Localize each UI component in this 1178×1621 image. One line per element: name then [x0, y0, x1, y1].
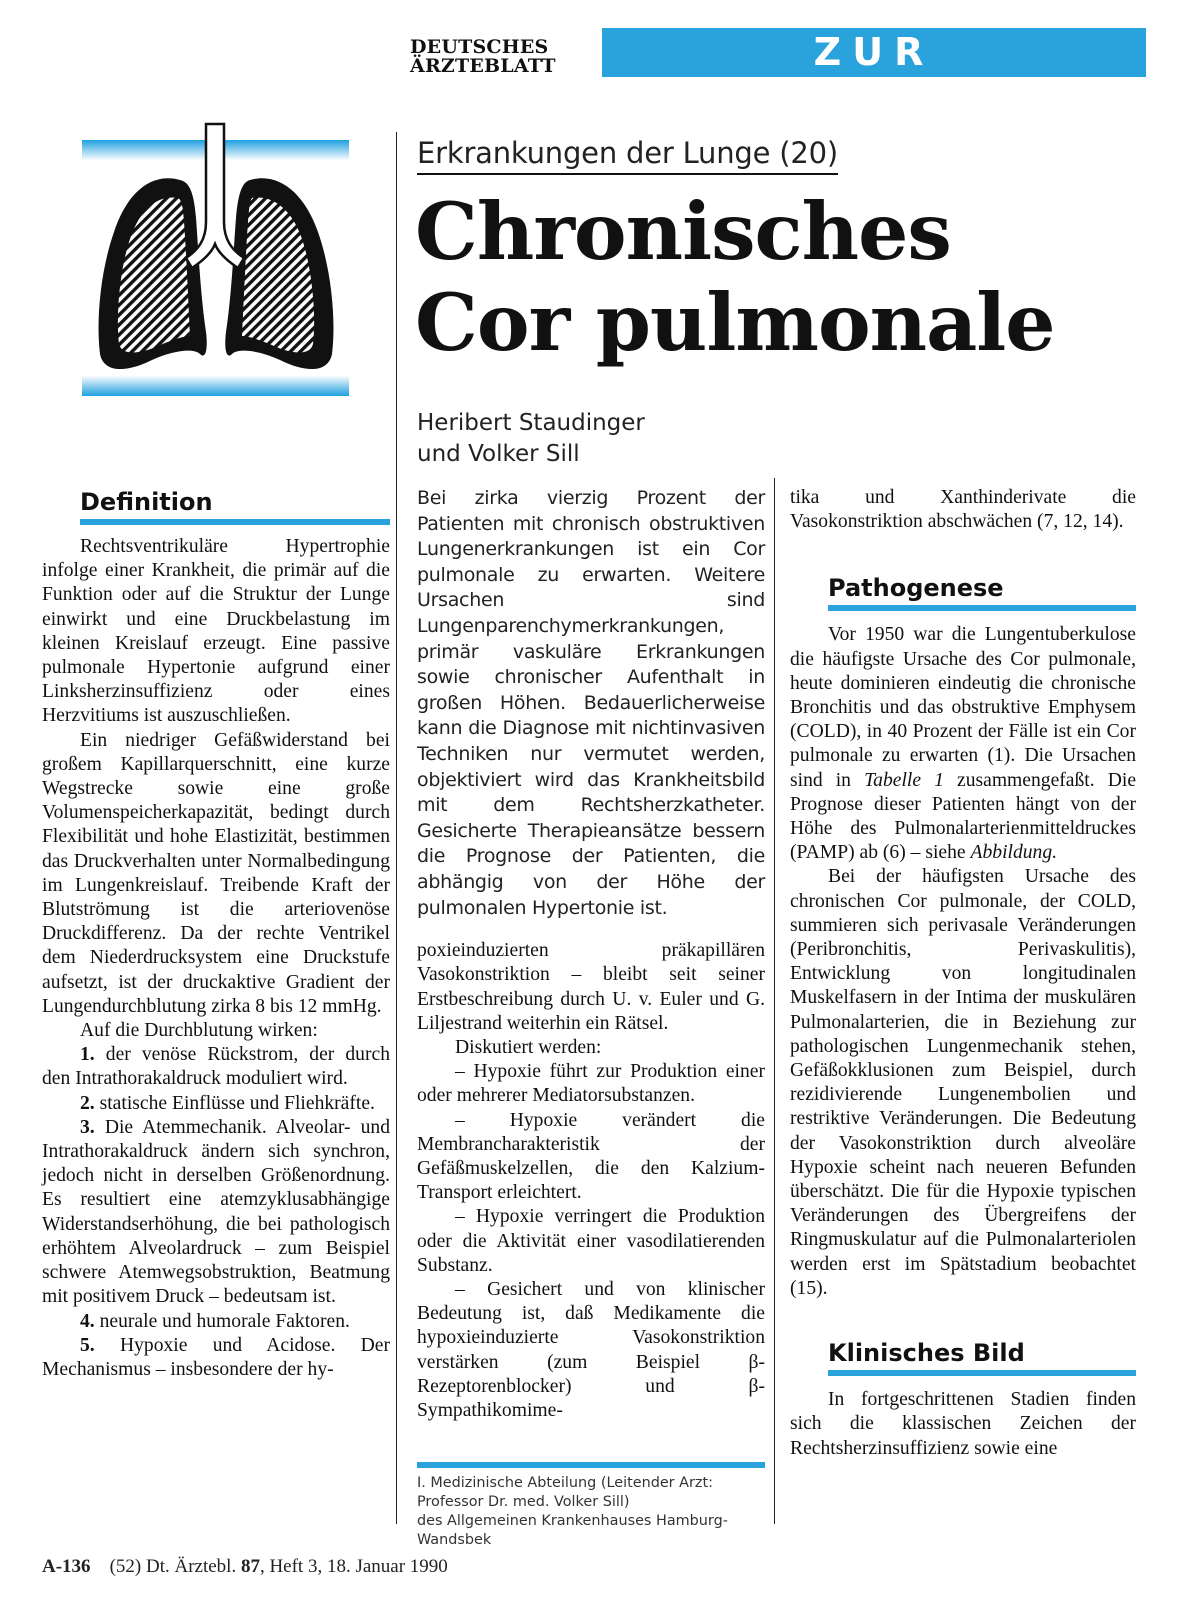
- affiliation-line: Professor Dr. med. Volker Sill): [417, 1494, 630, 1510]
- column-rule-right: [774, 478, 775, 1524]
- body-paragraph: Bei der häufigsten Ursache des chronischen Cor pulmonale, der COLD, summieren sich perivasale Veränderungen (Peribronchitis, Perivaskulitis), Entwicklung von longitudinalen Muskelfasern in der Intima der muskulären Pulmonalarterien, die in Beziehung zur pathologischen Lungenmechanik stehen, Gefäßokklusionen zum Beispiel, durch rezidivierende Lungenembolien und restriktive Veränderungen. Die Bedeutung der Vasokonstriktion durch alveoläre Hypoxie scheint nach neueren Befunden überschätzt. Die für die Hypoxie typischen Veränderungen des Übergreifens der Ringmuskulatur auf die Pulmonalarteriolen werden erst im Spätstadium beobachtet (15).: [790, 866, 1136, 1299]
- citation-suffix: , Heft 3, 18. Januar 1990: [259, 1556, 448, 1577]
- abstract-intro: Bei zirka vierzig Prozent der Patienten mit chronisch obstruktiven Lungenerkrankungen ist ein Cor pulmonale zu erwarten. Weitere Ursachen sind Lungenparenchymerkrankungen, primär vaskuläre Erkrankungen sowie chronischer Aufenthalt in großen Höhen. Bedauerlicherweise kann die Diagnose mit nichtinvasiven Techniken nur vermutet werden, objektiviert wird das Krankheitsbild mit dem Rechtsherzkatheter. Gesicherte Therapieansätze bessern die Prognose der Patienten, die abhängig von der Höhe der pulmonalen Hypertonie ist.: [417, 487, 765, 919]
- series-title: Erkrankungen der Lunge (20): [417, 136, 838, 175]
- author-line-1: Heribert Staudinger: [417, 410, 645, 436]
- title-line-1: Chronisches: [415, 185, 951, 278]
- klinisches-bild-heading: Klinisches Bild: [828, 1339, 1136, 1376]
- body-paragraph: – Hypoxie verringert die Produktion oder die Aktivität einer vasodilatierenden Substanz.: [417, 1206, 765, 1276]
- column-2: [417, 486, 765, 1423]
- volume-number: 87: [240, 1556, 260, 1577]
- authors: [417, 408, 645, 470]
- body-paragraph: – Hypoxie verändert die Membrancharakteristik der Gefäßmuskelzellen, die den Kalzium-Transport erleichtert.: [417, 1109, 765, 1204]
- citation-prefix: (52) Dt. Ärztebl.: [109, 1556, 237, 1577]
- title-line-2: Cor pulmonale: [415, 276, 1055, 369]
- affiliation-line: I. Medizinische Abteilung (Leitender Arzt:: [417, 1475, 713, 1491]
- author-affiliation: [417, 1462, 765, 1550]
- author-line-2: und Volker Sill: [417, 441, 580, 467]
- body-paragraph: Vor 1950 war die Lungentuberkulose die häufigste Ursache des Cor pulmonale, heute dominieren eindeutig die chronische Bronchitis und das obstruktive Emphysem (COLD), in 40 Prozent der Fälle ist ein Cor pulmonale zu erwarten (1). Die Ursachen sind in Tabelle 1 zusammengefaßt. Die Prognose dieser Patienten hängt von der Höhe des Pulmonalarterienmitteldruckes (PAMP) ab (6) – siehe Abbildung.: [790, 624, 1137, 864]
- body-paragraph: – Hypoxie führt zur Produktion einer oder mehrerer Mediatorsubstanzen.: [417, 1061, 765, 1107]
- physiology-paragraph: Ein niedriger Gefäßwiderstand bei großem Kapillarquerschnitt, eine kurze Wegstrecke sowie eine große Volumenspeicherkapazität, bedingt durch Flexibilität und hohe Elastizität, bestimmen das Druckverhalten unter Normalbedingung im Lungenkreislauf. Treibende Kraft der Blutströmung ist die arteriovenöse Druckdifferenz. Da der rechte Ventrikel dem Niederdrucksystem eine Druckstufe aufsetzt, ist der druckaktive Gradient der Lungendurchblutung zirka 8 bis 12 mmHg.: [42, 729, 390, 1017]
- brand-line-2: ÄRZTEBLATT: [410, 55, 556, 77]
- page-footer: [42, 1556, 448, 1578]
- list-item: 2. statische Einflüsse und Fliehkräfte.: [80, 1092, 375, 1114]
- section-banner: ZUR FORTBILDUNG: [602, 28, 1146, 77]
- column-3: [790, 486, 1136, 1461]
- lung-icon: [82, 122, 349, 414]
- body-paragraph: – Gesichert und von klinischer Bedeutung ist, daß Medikamente die hypoxieinduzierte Vasokonstriktion verstärken (zum Beispiel β-Rezeptorenblocker) und β-Sympathikomime-: [417, 1278, 765, 1421]
- page-number: A-136: [42, 1556, 91, 1577]
- list-item: 5. Hypoxie und Acidose. Der Mechanismus – insbesondere der hy-: [42, 1334, 390, 1380]
- list-intro: Auf die Durchblutung wirken:: [80, 1020, 318, 1042]
- body-paragraph: Diskutiert werden:: [455, 1036, 602, 1058]
- body-paragraph: tika und Xanthinderivate die Vasokonstriktion abschwächen (7, 12, 14).: [790, 487, 1136, 533]
- column-rule-left: [396, 132, 397, 1524]
- definition-paragraph: Rechtsventrikuläre Hypertrophie infolge einer Krankheit, die primär auf die Funktion oder auf die Struktur der Lunge einwirkt und eine Druckbelastung im kleinen Kreislauf erzeugt. Eine passive pulmonale Hypertonie aufgrund einer Linksherzinsuffizienz oder eines Herzvitiums ist auszuschließen.: [42, 536, 390, 727]
- list-item: 4. neurale und humorale Faktoren.: [80, 1310, 350, 1332]
- affiliation-line: des Allgemeinen Krankenhauses Hamburg-: [417, 1513, 728, 1529]
- masthead-brand: [410, 38, 582, 76]
- pathogenese-heading: Pathogenese: [828, 574, 1136, 611]
- article-title: [415, 186, 1145, 368]
- column-1: [42, 488, 390, 1382]
- affiliation-line: Wandsbek: [417, 1532, 492, 1548]
- list-item: 3. Die Atemmechanik. Alveolar- und Intrathorakaldruck ändern sich synchron, jedoch nicht in derselben Größenordnung. Es resultiert eine atemzyklusabhängige Widerstandserhöhung, die bei pathologisch erhöhtem Alveolardruck – zum Beispiel schwere Atemwegsobstruktion, Beatmung mit positivem Druck – bedeutsam ist.: [42, 1116, 390, 1308]
- body-paragraph: poxieinduzierten präkapillären Vasokonstriktion – bleibt seit seiner Erstbeschreibung durch U. v. Euler und G. Liljestrand weiterhin ein Rätsel.: [417, 940, 765, 1034]
- brand-line-1: DEUTSCHES: [410, 36, 549, 58]
- body-paragraph: In fortgeschrittenen Stadien finden sich die klassischen Zeichen der Rechtsherzinsuffizienz sowie eine: [790, 1389, 1136, 1459]
- list-item: 1. der venöse Rückstrom, der durch den Intrathorakaldruck moduliert wird.: [42, 1044, 390, 1090]
- lung-illustration: [82, 122, 349, 414]
- definition-heading: Definition: [80, 488, 390, 525]
